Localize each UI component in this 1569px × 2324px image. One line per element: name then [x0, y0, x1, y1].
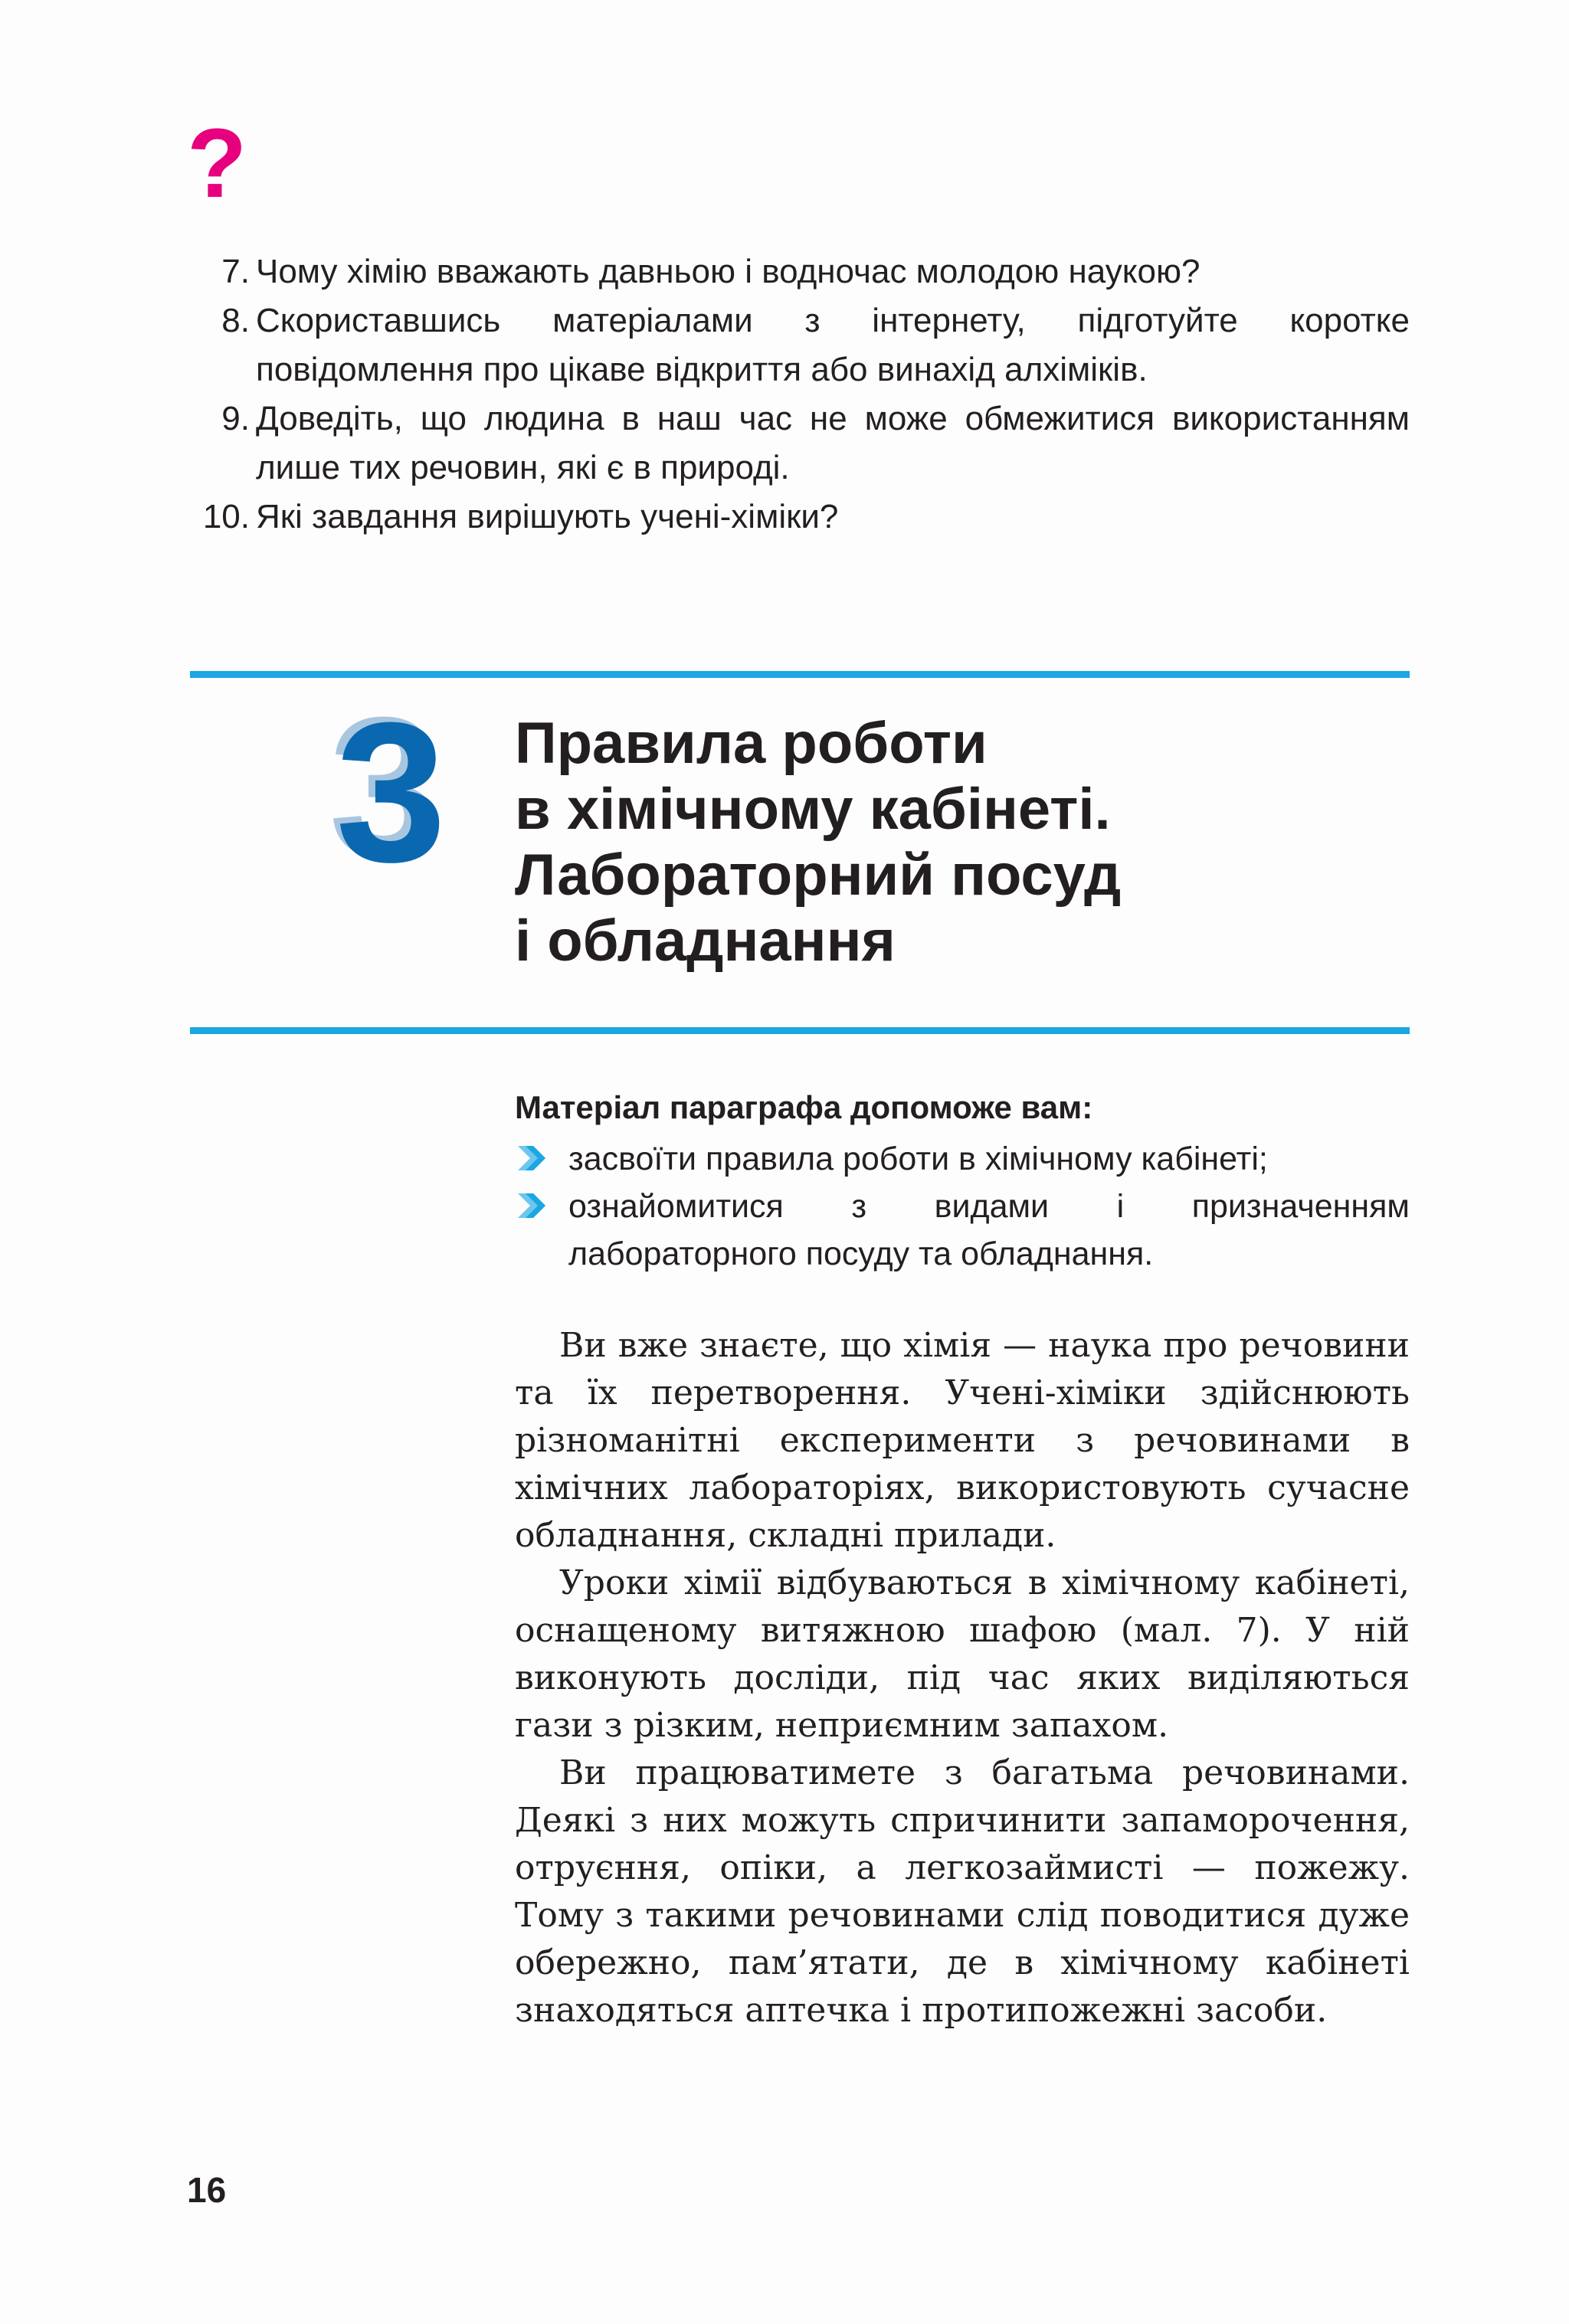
paragraph: Уроки хімії відбуваються в хімічному кабінеті, оснащеному витяжною шафою (мал. 7). У ній виконують досліди, під час яких виділяються гази з різким, неприємним запахом.	[515, 1563, 1410, 1745]
chapter-title-line: в хімічному кабінеті.	[515, 777, 1111, 842]
questions-list	[192, 247, 1410, 542]
body-text	[515, 1322, 1410, 2034]
goals-heading: Матеріал параграфа допоможе вам:	[515, 1089, 1093, 1125]
goal-item	[515, 1183, 1410, 1278]
chevron-right-icon	[515, 1143, 549, 1173]
chapter-number: 3	[336, 682, 447, 904]
question-item	[192, 394, 1410, 493]
question-text: Чому хімію вважають давньою і водночас молодою наукою?	[256, 253, 1200, 290]
question-number: 7.	[221, 253, 250, 290]
question-text: Доведіть, що людина в наш час не може обмежитися використанням лише тих речовин, які є в природі.	[256, 400, 1410, 486]
question-text: Скориставшись матеріалами з інтернету, підготуйте коротке повідомлення про цікаве відкриття або винахід алхіміків.	[256, 302, 1410, 388]
paragraph: Ви вже знаєте, що хімія — наука про речовини та їх перетворення. Учені-хіміки здійснюють різноманітні експерименти з речовинами в хімічних лабораторіях, використовують сучасне обладнання, складні прилади.	[515, 1326, 1410, 1555]
chapter-title	[515, 711, 1358, 974]
goal-text: ознайомитися з видами і призначенням лабораторного посуду та обладнання.	[568, 1188, 1410, 1272]
section-divider-bottom	[190, 1027, 1410, 1034]
goal-item	[515, 1135, 1410, 1183]
question-number: 10.	[202, 498, 250, 535]
chapter-title-line: і обладнання	[515, 908, 896, 974]
question-number: 9.	[221, 400, 250, 437]
question-item	[192, 493, 1410, 542]
goals-list	[515, 1135, 1410, 1278]
question-mark-icon: ?	[187, 109, 247, 218]
paragraph: Ви працюватимете з багатьма речовинами. Деякі з них можуть спричинити запаморочення, отруєння, опіки, а легкозаймисті — пожежу. Тому з такими речовинами слід поводитися дуже обережно, пам’ятати, де в хімічному кабінеті знаходяться аптечка і протипожежні засоби.	[515, 1753, 1410, 2030]
question-number: 8.	[221, 302, 250, 339]
question-text: Які завдання вирішують учені-хіміки?	[256, 498, 839, 535]
page-number: 16	[187, 2170, 227, 2210]
chapter-title-line: Лабораторний посуд	[515, 843, 1122, 908]
question-item	[192, 247, 1410, 296]
chapter-title-line: Правила роботи	[515, 711, 988, 776]
chevron-right-icon	[515, 1190, 549, 1221]
goal-text: засвоїти правила роботи в хімічному кабінеті;	[568, 1141, 1268, 1177]
section-divider-top	[190, 671, 1410, 678]
question-item	[192, 296, 1410, 394]
